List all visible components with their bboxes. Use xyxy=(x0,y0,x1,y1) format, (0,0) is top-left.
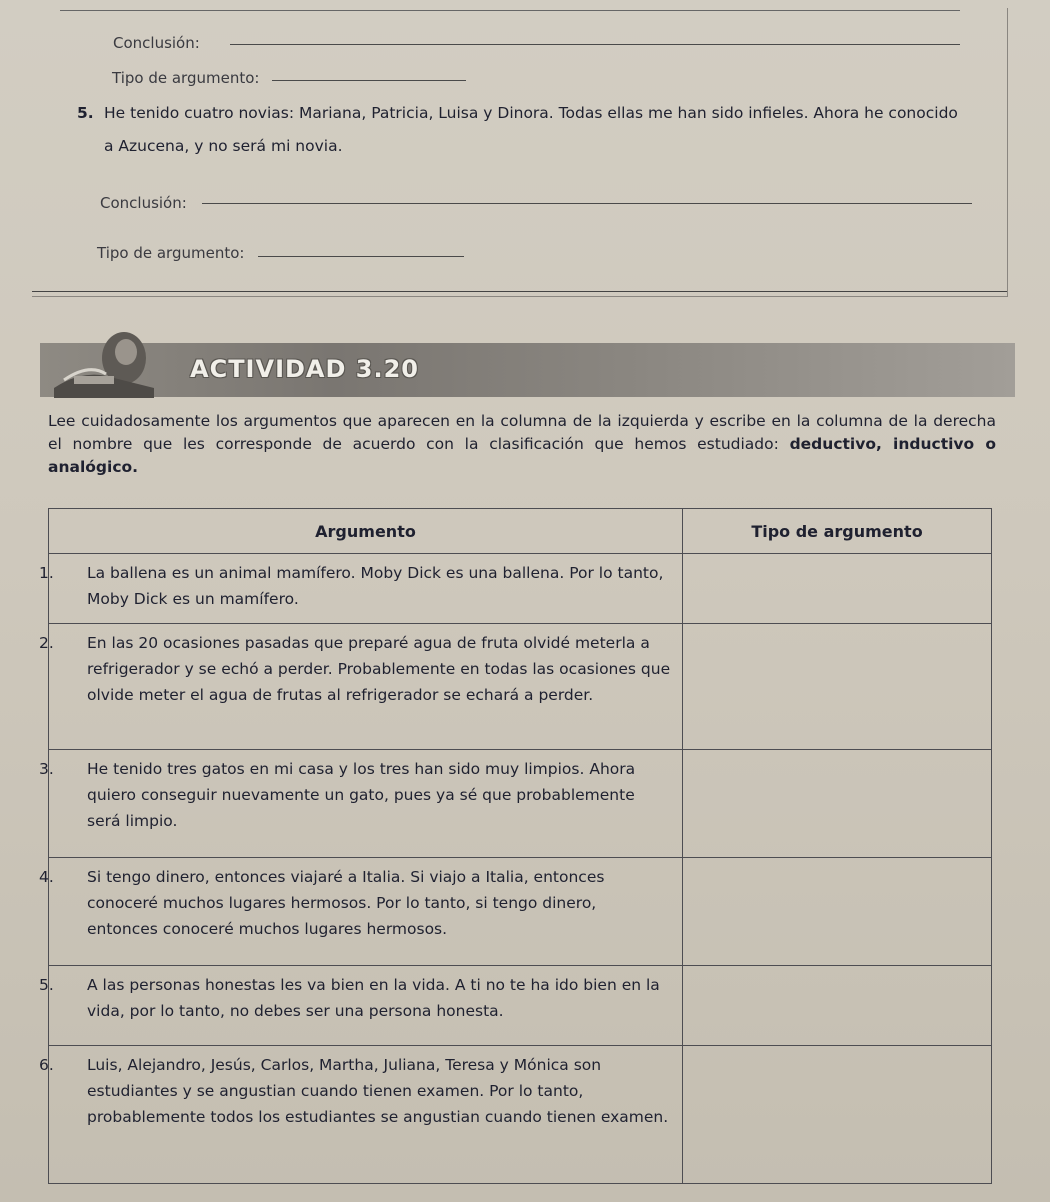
table-row xyxy=(49,624,992,750)
argtype-answer-line-2[interactable] xyxy=(258,256,464,257)
argtype-label-2: Tipo de argumento: xyxy=(97,244,245,262)
table-row xyxy=(49,858,992,966)
row-number: 2. xyxy=(39,634,54,652)
type-answer-cell[interactable] xyxy=(683,858,992,966)
type-answer-cell[interactable] xyxy=(683,1046,992,1184)
argument-cell xyxy=(39,750,683,858)
table-row xyxy=(49,1046,992,1184)
type-answer-cell[interactable] xyxy=(683,750,992,858)
argument-text: He tenido tres gatos en mi casa y los tres han sido muy limpios. Ahora quiero conseguir nuevamente un gato, pues ya sé que probablemente será limpio. xyxy=(87,760,636,830)
conclusion-answer-line-2[interactable] xyxy=(202,203,972,204)
activity-banner xyxy=(40,343,1015,397)
arguments-table xyxy=(39,508,992,1184)
argument-text: En las 20 ocasiones pasadas que preparé agua de fruta olvidé meterla a refrigerador y se echó a perder. Probablemente en todas las ocasiones que olvide meter el agua de frutas al refrigerador se echará a perder. xyxy=(87,634,671,704)
row-number: 6. xyxy=(39,1056,54,1074)
table-row xyxy=(49,750,992,858)
conclusion-answer-line-1[interactable] xyxy=(230,44,960,45)
argtype-label-1: Tipo de argumento: xyxy=(112,69,260,87)
argument-text: Si tengo dinero, entonces viajaré a Italia. Si viajo a Italia, entonces conoceré muchos lugares hermosos. Por lo tanto, si tengo dinero, entonces conoceré muchos lugares hermosos. xyxy=(87,868,605,938)
conclusion-label-2: Conclusión: xyxy=(100,194,187,212)
header-argument: Argumento xyxy=(49,509,683,554)
item5-text-line2: a Azucena, y no será mi novia. xyxy=(104,137,343,155)
type-answer-cell[interactable] xyxy=(683,966,992,1046)
row-number: 3. xyxy=(39,760,54,778)
argument-cell xyxy=(39,966,683,1046)
argument-text: A las personas honestas les va bien en la vida. A ti no te ha ido bien en la vida, por lo tanto, no debes ser una persona honesta. xyxy=(87,976,660,1020)
item5-number: 5. xyxy=(77,104,94,122)
activity-title: ACTIVIDAD 3.20 xyxy=(190,355,419,383)
row-number: 1. xyxy=(39,564,54,582)
argument-cell xyxy=(39,1046,683,1184)
argument-text: La ballena es un animal mamífero. Moby Dick es una ballena. Por lo tanto, Moby Dick es un mamífero. xyxy=(87,564,664,608)
mascot-illustration xyxy=(44,328,164,398)
argument-text: Luis, Alejandro, Jesús, Carlos, Martha, Juliana, Teresa y Mónica son estudiantes y se angustian cuando tienen examen. Por lo tanto, probablemente todos los estudiantes se angustian cuando tienen examen. xyxy=(87,1056,669,1126)
instructions-bold: deductivo, inductivo o analógico. xyxy=(48,435,997,476)
argument-cell xyxy=(39,858,683,966)
argtype-answer-line-1[interactable] xyxy=(272,80,466,81)
row-number: 5. xyxy=(39,976,54,994)
table-row xyxy=(49,966,992,1046)
top-box-bottom-rule xyxy=(32,291,1007,292)
instructions-plain: Lee cuidadosamente los argumentos que aparecen en la columna de la izquierda y escribe en la columna de la derecha el nombre que les corresponde de acuerdo con la clasificación que hemos estudiado: xyxy=(48,412,996,453)
item5-text-line1: He tenido cuatro novias: Mariana, Patricia, Luisa y Dinora. Todas ellas me han sido infieles. Ahora he conocido xyxy=(104,104,958,122)
header-type: Tipo de argumento xyxy=(683,509,992,554)
type-answer-cell[interactable] xyxy=(683,624,992,750)
argument-cell xyxy=(39,624,683,750)
table-header-row xyxy=(49,509,992,554)
row-number: 4. xyxy=(39,868,54,886)
table-row xyxy=(49,554,992,624)
type-answer-cell[interactable] xyxy=(683,554,992,624)
conclusion-label-1: Conclusión: xyxy=(113,34,200,52)
argument-cell xyxy=(39,554,683,624)
activity-instructions xyxy=(48,410,996,479)
top-rule xyxy=(60,10,960,11)
